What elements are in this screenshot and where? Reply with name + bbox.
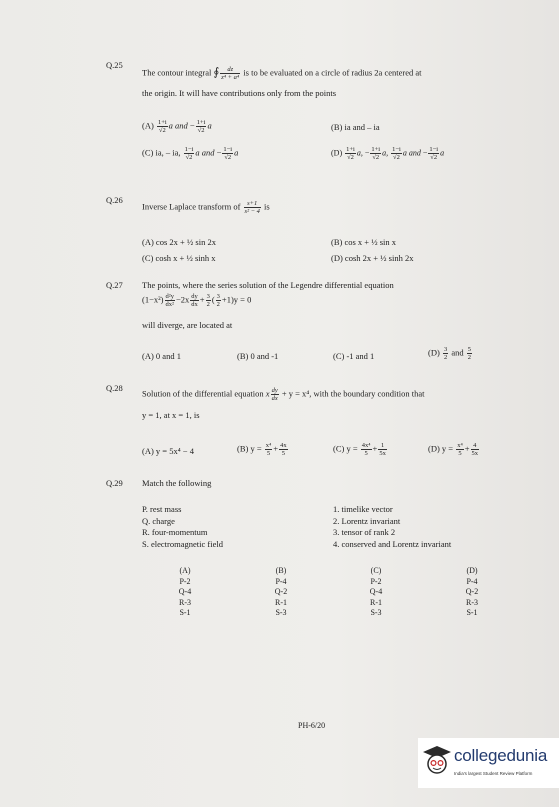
graduate-icon	[422, 744, 452, 780]
list-item: P. rest mass	[142, 504, 182, 514]
q25-option-d: (D) $\frac{1+i}{√2}$ a, − $\frac{1+i}{√2}$ a, $\frac{1-i}{√2}$ a and − $\frac{1-i}{√2}$ a	[331, 146, 445, 161]
q28-option-a: (A) y = 5x⁴ − 4	[142, 446, 194, 456]
q26-option-b: (B) cos x + ½ sin x	[331, 237, 396, 247]
list-item: 1. timelike vector	[333, 504, 393, 514]
list-item: 2. Lorentz invariant	[333, 515, 401, 526]
q27-text: The points, where the series solution of the Legendre differential equation	[142, 280, 394, 290]
q25-option-c: (C) ia, – ia, $\frac{1-i}{√2}$ a and − $\frac{1-i}{√2}$ a	[142, 146, 239, 161]
q25-text-line1: The contour integral ∮ $\frac{dz}{\text{z⁴ + a⁴}}$ is to be evaluated on a circle of radius 2a centered at	[142, 66, 422, 81]
q29-option-b: (B) P-4 Q-2 R-1 S-3	[274, 566, 288, 617]
q26-text: Inverse Laplace transform of $\frac{s+1}{\text{s² − 4}}$ is	[142, 200, 270, 215]
q28-option-b: (B) y = $\frac{\text{x⁴}}{5}$ + $\frac{4x}{5}$	[237, 442, 287, 457]
q26-number: Q.26	[106, 195, 123, 205]
q29-right-column	[333, 504, 451, 550]
q28-text-line1: Solution of the differential equation x $\frac{dy}{dx}$ + y = x⁴, with the boundary condition that	[142, 387, 425, 402]
q29-text: Match the following	[142, 478, 212, 488]
logo-brand: collegedunia	[454, 746, 548, 765]
list-item: Q. charge	[142, 515, 175, 526]
list-item: R. four-momentum	[142, 527, 208, 537]
q28-number: Q.28	[106, 383, 123, 393]
q29-option-c: (C) P-2 Q-4 R-1 S-3	[369, 566, 383, 617]
logo-tagline: India's largest Student Review Platform	[454, 771, 533, 776]
q29-option-d: (D) P-4 Q-2 R-3 S-1	[465, 566, 479, 617]
list-item: 4. conserved and Lorentz invariant	[333, 538, 452, 549]
q25-text-line2: the origin. It will have contributions only from the points	[142, 88, 337, 98]
q27-text2: will diverge, are located at	[142, 320, 233, 330]
q28-option-c: (C) y = $\frac{\text{4x⁴}}{5}$ + $\frac{1}{5x}$	[333, 442, 386, 457]
q27-option-a: (A) 0 and 1	[142, 351, 181, 361]
q29-option-a: (A) P-2 Q-4 R-3 S-1	[178, 566, 192, 617]
q26-option-a: (A) cos 2x + ½ sin 2x	[142, 237, 216, 247]
q28-option-d: (D) y = $\frac{\text{x⁴}}{5}$ + $\frac{4}{5x}$	[428, 442, 479, 457]
q28-text-line2: y = 1, at x = 1, is	[142, 410, 200, 420]
q27-number: Q.27	[106, 280, 123, 290]
q25-option-b: (B) ia and – ia	[331, 122, 380, 132]
q26-option-c: (C) cosh x + ½ sinh x	[142, 253, 216, 263]
q25-number: Q.25	[106, 60, 123, 70]
list-item: 3. tensor of rank 2	[333, 527, 396, 537]
page-footer: PH-6/20	[298, 721, 326, 730]
list-item: S. electromagnetic field	[142, 538, 223, 549]
q27-option-d: (D) $\frac{3}{2}$ and $\frac{5}{2}$	[428, 346, 471, 361]
q26-option-d: (D) cosh 2x + ½ sinh 2x	[331, 253, 414, 263]
q27-option-b: (B) 0 and -1	[237, 351, 279, 361]
q25-option-a: (A) $\frac{1+i}{√2}$ a and − $\frac{1+i}{√2}$ a	[142, 119, 212, 134]
q29-left-column	[142, 504, 223, 550]
q29-number: Q.29	[106, 478, 123, 488]
q27-equation: (1−x²) $\frac{\text{d²y}}{\text{dx²}}$ −2x $\frac{dy}{dx}$ + $\frac{3}{2}$ ( $\frac{3}{2}$ +1)y = 0	[142, 293, 252, 308]
collegedunia-logo	[418, 738, 559, 788]
q27-option-c: (C) -1 and 1	[333, 351, 375, 361]
